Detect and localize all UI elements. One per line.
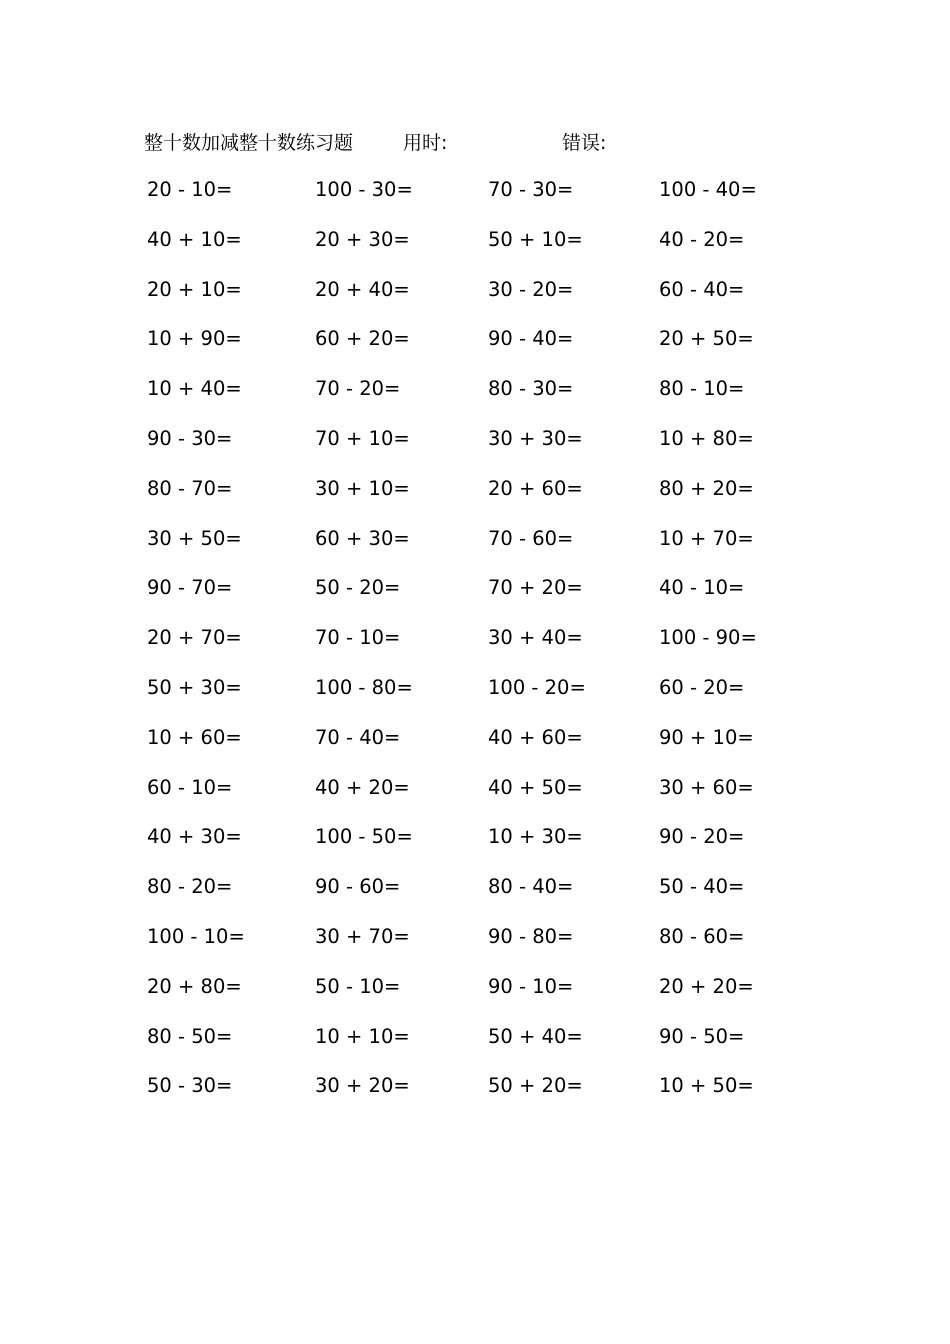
- problem-item: 10 + 30=: [488, 825, 583, 849]
- problem-row: [0, 524, 950, 574]
- problem-item: 50 + 40=: [488, 1024, 583, 1048]
- problem-item: 50 + 30=: [147, 675, 242, 699]
- problem-item: 100 - 50=: [315, 825, 413, 849]
- problem-item: 20 + 60=: [488, 476, 583, 500]
- problem-item: 100 - 90=: [659, 626, 757, 650]
- problem-item: 60 - 10=: [147, 775, 233, 799]
- problem-row: [0, 623, 950, 673]
- problem-row: [0, 773, 950, 823]
- problem-item: 70 - 30=: [488, 178, 574, 201]
- problem-item: 50 - 20=: [315, 576, 401, 600]
- problem-item: 60 - 20=: [659, 675, 745, 699]
- problem-item: 80 + 20=: [659, 476, 754, 500]
- problem-item: 10 + 50=: [659, 1074, 754, 1098]
- problem-item: 100 - 80=: [315, 675, 413, 699]
- problem-item: 90 - 50=: [659, 1024, 745, 1048]
- worksheet-header: [0, 128, 950, 158]
- problem-item: 40 - 20=: [659, 227, 745, 251]
- problem-item: 80 - 20=: [147, 875, 233, 899]
- problem-item: 100 - 20=: [488, 675, 586, 699]
- problem-item: 90 - 20=: [659, 825, 745, 849]
- problem-row: [0, 972, 950, 1022]
- problem-item: 70 - 10=: [315, 626, 401, 650]
- problem-item: 20 - 10=: [147, 178, 233, 201]
- problem-item: 40 + 20=: [315, 775, 410, 799]
- problem-item: 20 + 70=: [147, 626, 242, 650]
- problem-item: 90 - 30=: [147, 426, 233, 450]
- problem-item: 20 + 20=: [659, 974, 754, 998]
- problem-item: 70 + 20=: [488, 576, 583, 600]
- problem-item: 70 - 60=: [488, 526, 574, 550]
- problem-item: 70 + 10=: [315, 426, 410, 450]
- problem-item: 30 + 40=: [488, 626, 583, 650]
- problem-item: 80 - 60=: [659, 924, 745, 948]
- problem-row: [0, 573, 950, 623]
- problem-item: 70 - 40=: [315, 725, 401, 749]
- problem-item: 100 - 10=: [147, 924, 245, 948]
- problem-item: 90 - 80=: [488, 924, 574, 948]
- problem-item: 80 - 30=: [488, 377, 574, 401]
- problem-item: 80 - 10=: [659, 377, 745, 401]
- problem-item: 10 + 60=: [147, 725, 242, 749]
- problem-item: 60 + 20=: [315, 327, 410, 351]
- problem-item: 60 - 40=: [659, 277, 745, 301]
- problem-item: 10 + 40=: [147, 377, 242, 401]
- problem-item: 80 - 70=: [147, 476, 233, 500]
- problem-item: 20 + 80=: [147, 974, 242, 998]
- problem-item: 40 + 10=: [147, 227, 242, 251]
- problem-item: 90 + 10=: [659, 725, 754, 749]
- problem-item: 30 - 20=: [488, 277, 574, 301]
- problem-item: 40 + 50=: [488, 775, 583, 799]
- problem-item: 100 - 30=: [315, 178, 413, 201]
- problem-item: 90 - 70=: [147, 576, 233, 600]
- error-label: 错误:: [562, 132, 607, 154]
- problem-item: 20 + 50=: [659, 327, 754, 351]
- problem-item: 30 + 60=: [659, 775, 754, 799]
- problem-item: 50 + 10=: [488, 227, 583, 251]
- problem-item: 30 + 30=: [488, 426, 583, 450]
- problem-item: 50 + 20=: [488, 1074, 583, 1098]
- problem-row: [0, 275, 950, 325]
- time-label: 用时:: [403, 132, 448, 154]
- problem-item: 30 + 10=: [315, 476, 410, 500]
- problem-row: [0, 723, 950, 773]
- problem-item: 10 + 10=: [315, 1024, 410, 1048]
- problem-item: 90 - 60=: [315, 875, 401, 899]
- problem-row: [0, 1071, 950, 1121]
- problem-item: 50 - 10=: [315, 974, 401, 998]
- problem-grid: [0, 175, 950, 1121]
- problem-item: 90 - 10=: [488, 974, 574, 998]
- problem-item: 10 + 80=: [659, 426, 754, 450]
- problem-item: 20 + 10=: [147, 277, 242, 301]
- problem-item: 50 - 30=: [147, 1074, 233, 1098]
- problem-item: 70 - 20=: [315, 377, 401, 401]
- problem-item: 10 + 90=: [147, 327, 242, 351]
- problem-row: [0, 822, 950, 872]
- problem-row: [0, 324, 950, 374]
- problem-item: 50 - 40=: [659, 875, 745, 899]
- problem-item: 40 + 60=: [488, 725, 583, 749]
- problem-item: 30 + 20=: [315, 1074, 410, 1098]
- problem-item: 80 - 40=: [488, 875, 574, 899]
- problem-row: [0, 374, 950, 424]
- problem-item: 20 + 40=: [315, 277, 410, 301]
- problem-item: 90 - 40=: [488, 327, 574, 351]
- problem-row: [0, 872, 950, 922]
- problem-row: [0, 673, 950, 723]
- problem-item: 100 - 40=: [659, 178, 757, 201]
- problem-item: 40 - 10=: [659, 576, 745, 600]
- problem-row: [0, 225, 950, 275]
- problem-item: 40 + 30=: [147, 825, 242, 849]
- problem-item: 30 + 50=: [147, 526, 242, 550]
- problem-item: 10 + 70=: [659, 526, 754, 550]
- problem-item: 80 - 50=: [147, 1024, 233, 1048]
- worksheet-title: 整十数加减整十数练习题: [144, 132, 354, 154]
- problem-row: [0, 175, 950, 225]
- problem-row: [0, 1022, 950, 1072]
- problem-item: 60 + 30=: [315, 526, 410, 550]
- problem-row: [0, 474, 950, 524]
- problem-item: 20 + 30=: [315, 227, 410, 251]
- problem-row: [0, 922, 950, 972]
- problem-row: [0, 424, 950, 474]
- problem-item: 30 + 70=: [315, 924, 410, 948]
